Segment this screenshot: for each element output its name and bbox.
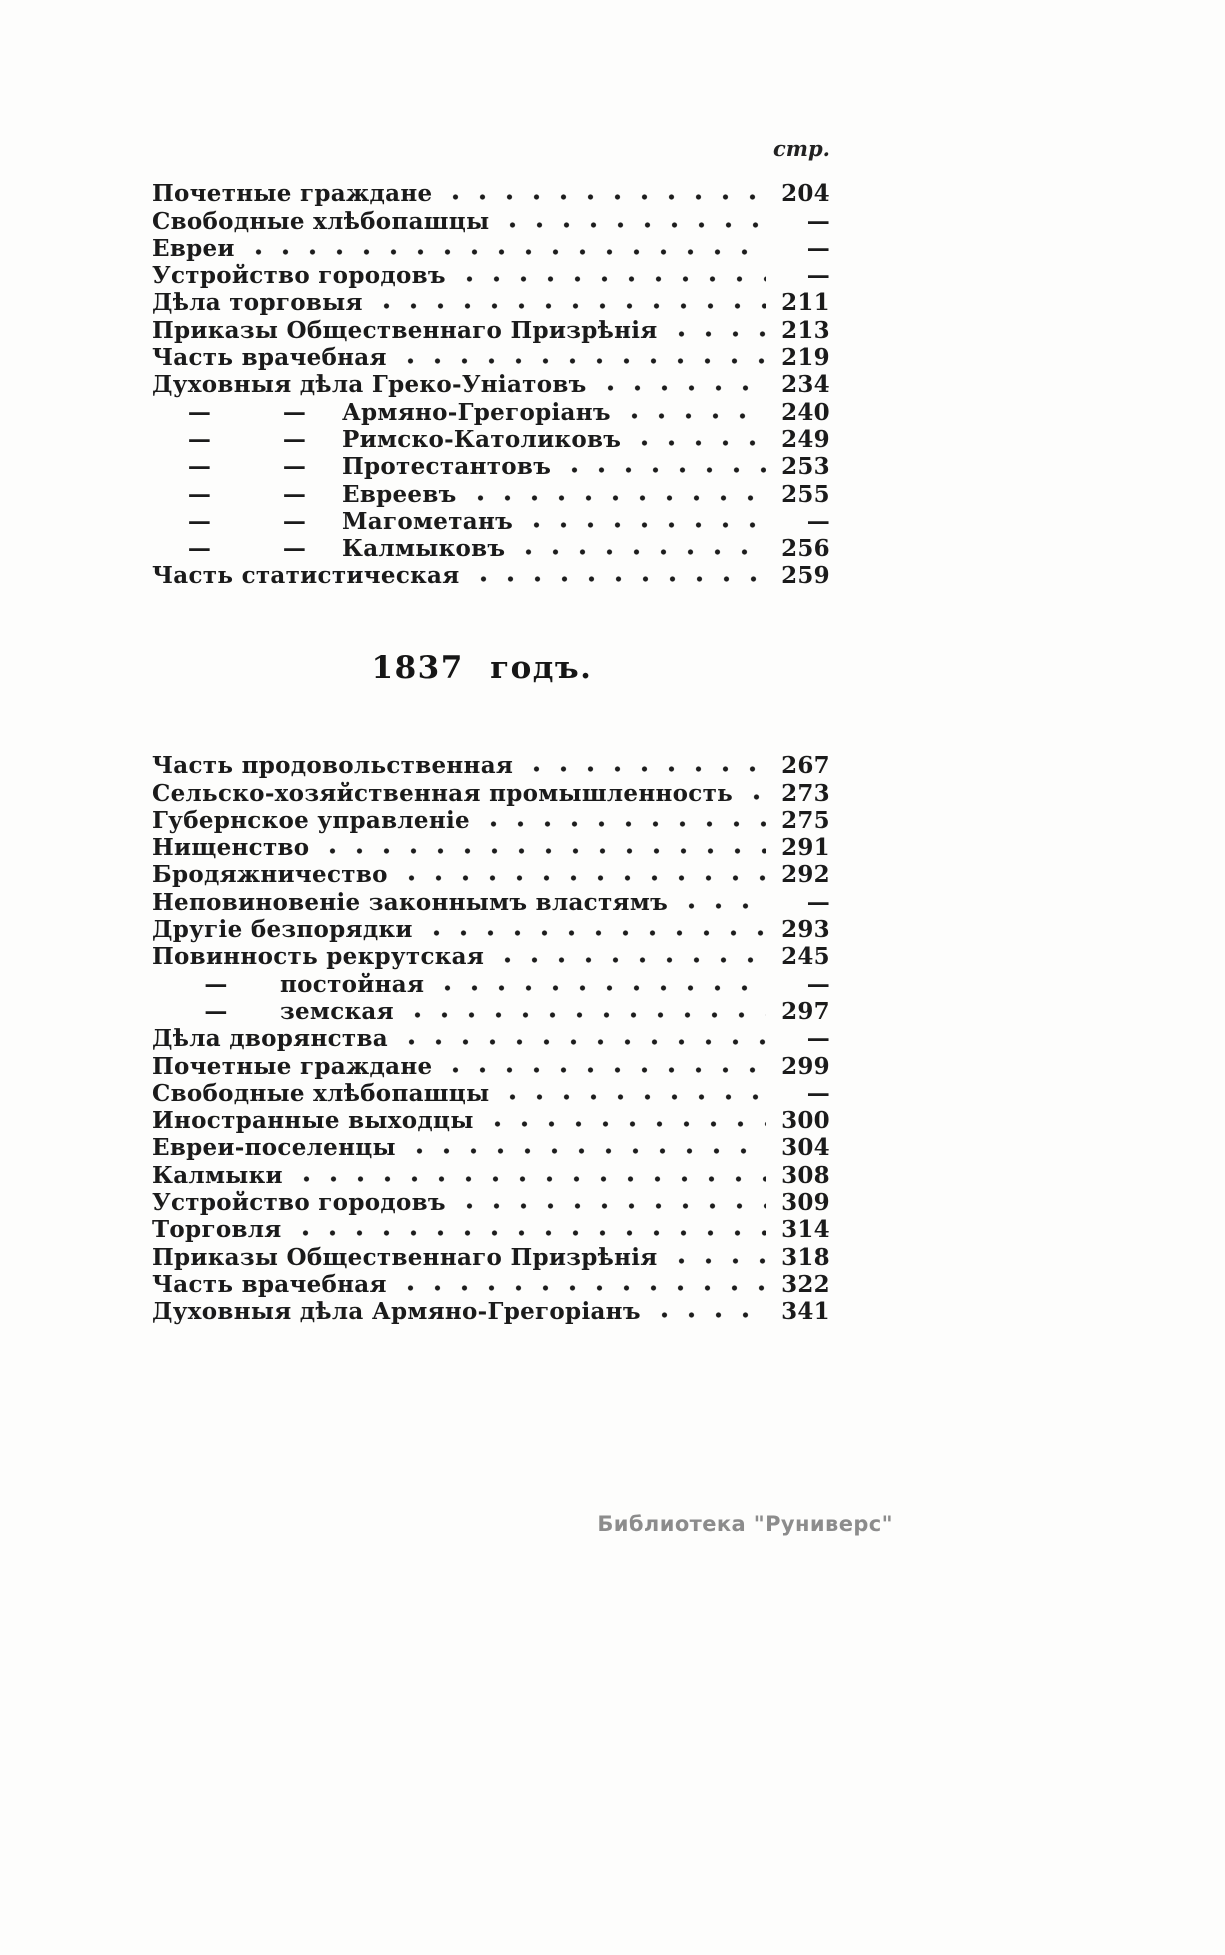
toc-entry [152, 1134, 830, 1161]
toc-entry-label [152, 807, 470, 834]
toc-entry-label [152, 235, 235, 262]
leader-dots [442, 1067, 766, 1073]
leader-dots [467, 495, 766, 501]
toc-entry-text: Почетные граждане [152, 180, 433, 208]
leader-dots [668, 331, 766, 337]
toc-page-number: 256 [781, 535, 830, 563]
toc-entry-text: земская [280, 997, 394, 1025]
toc-entry-text: постойная [280, 970, 425, 998]
toc-page-number: — [806, 234, 830, 262]
toc-page-number: 309 [781, 1189, 830, 1217]
toc-entry-text: Бродяжничество [152, 861, 388, 889]
toc-page-number: 322 [781, 1270, 830, 1298]
toc-entry-label [152, 399, 611, 426]
toc-entry-text: Губернское управленіе [152, 806, 470, 834]
page-column-header: стр. [772, 136, 830, 161]
toc-entry-text: Армяно-Грегоріанъ [342, 398, 611, 426]
toc-entry-text: Протестантовъ [342, 453, 552, 481]
toc-page-number: 253 [781, 453, 830, 481]
toc-entry-text: Дѣла дворянства [152, 1025, 388, 1053]
ditto-dash: — [187, 398, 212, 426]
toc-page-number: 293 [781, 916, 830, 944]
toc-page-number: 219 [781, 344, 830, 372]
toc-page-number: 300 [781, 1107, 830, 1135]
toc-entry [152, 1189, 830, 1216]
toc-section-1 [152, 180, 830, 589]
toc-page-number: — [806, 1025, 830, 1053]
toc-entry-text: Дѣла торговыя [152, 289, 363, 317]
toc-entry [152, 371, 830, 398]
toc-entry [152, 970, 830, 997]
ditto-dash: — [187, 507, 212, 535]
toc-entry-label [152, 1162, 283, 1189]
toc-page-number: 297 [781, 997, 830, 1025]
year-heading: 1837 годъ. [371, 650, 593, 686]
toc-entry-label [152, 180, 432, 207]
leader-dots [456, 1203, 766, 1209]
leader-dots [434, 985, 766, 991]
toc-entry-text: Устройство городовъ [152, 1189, 446, 1217]
toc-entry-label [152, 861, 388, 888]
toc-entry [152, 180, 830, 207]
toc-entry-label [152, 1107, 474, 1134]
leader-dots [631, 440, 766, 446]
toc-page-number: — [806, 970, 830, 998]
toc-entry [152, 207, 830, 234]
toc-entry-label [152, 1080, 489, 1107]
toc-entry-label [152, 943, 484, 970]
toc-entry-label [152, 508, 513, 535]
toc-entry-text: Калмыки [152, 1161, 283, 1189]
leader-dots [373, 303, 766, 309]
leader-dots [245, 249, 766, 255]
toc-entry [152, 235, 830, 262]
ditto-dash: — [204, 997, 228, 1025]
toc-entry-label [152, 1189, 446, 1216]
toc-entry-text: Часть врачебная [152, 1270, 387, 1298]
leader-dots [678, 903, 766, 909]
toc-entry-text: Часть продовольственная [152, 752, 514, 780]
leader-dots [621, 413, 766, 419]
toc-entry-text: Евреи [152, 234, 235, 262]
library-watermark: Библиотека "Руниверс" [597, 1512, 893, 1536]
toc-page-number: 259 [781, 562, 830, 590]
toc-page-number: 291 [781, 834, 830, 862]
leader-dots [523, 766, 766, 772]
leader-dots [499, 1094, 766, 1100]
leader-dots [743, 794, 766, 800]
toc-entry-text: Евреевъ [342, 480, 457, 508]
toc-entry [152, 262, 830, 289]
leader-dots [398, 875, 766, 881]
toc-entry [152, 398, 830, 425]
toc-page-number: — [806, 888, 830, 916]
toc-entry-text: Часть врачебная [152, 344, 387, 372]
leader-dots [293, 1176, 766, 1182]
toc-entry-text: Сельско-хозяйственная промышленность [152, 779, 734, 807]
toc-entry [152, 508, 830, 535]
toc-entry-label [152, 426, 621, 453]
toc-entry [152, 480, 830, 507]
toc-entry-label [152, 535, 505, 562]
toc-page-number: — [806, 262, 830, 290]
leader-dots [484, 1121, 766, 1127]
toc-entry [152, 535, 830, 562]
toc-entry-label [152, 453, 551, 480]
toc-entry [152, 1025, 830, 1052]
toc-entry [152, 752, 830, 779]
toc-entry-label [152, 971, 424, 998]
toc-entry [152, 453, 830, 480]
ditto-dash: — [282, 507, 307, 535]
toc-entry-label [152, 371, 587, 398]
leader-dots [523, 522, 766, 528]
toc-page-number: 304 [781, 1134, 830, 1162]
toc-page-number: 255 [781, 480, 830, 508]
leader-dots [442, 194, 766, 200]
toc-entry-text: Калмыковъ [342, 535, 506, 563]
toc-entry [152, 834, 830, 861]
toc-entry-text: Иностранные выходцы [152, 1107, 474, 1135]
toc-page-number: 211 [781, 289, 830, 317]
toc-entry-label [152, 481, 457, 508]
toc-page-number: 204 [781, 180, 830, 208]
leader-dots [423, 930, 766, 936]
leader-dots [292, 1230, 766, 1236]
toc-entry [152, 998, 830, 1025]
toc-page-number: 299 [781, 1052, 830, 1080]
toc-page-number: 245 [781, 943, 830, 971]
toc-page-number: 240 [781, 398, 830, 426]
toc-page-number: 308 [781, 1161, 830, 1189]
toc-entry-label [152, 1271, 387, 1298]
toc-entry [152, 316, 830, 343]
leader-dots [515, 549, 766, 555]
toc-page-number: 314 [781, 1216, 830, 1244]
toc-entry-text: Духовныя дѣла Греко-Уніатовъ [152, 371, 587, 399]
toc-entry-label [152, 889, 668, 916]
toc-entry-label [152, 344, 387, 371]
toc-page-number: 275 [781, 806, 830, 834]
toc-entry-label [152, 562, 460, 589]
leader-dots [561, 467, 766, 473]
toc-entry [152, 888, 830, 915]
leader-dots [406, 1148, 766, 1154]
toc-entry-text: Приказы Общественнаго Призрѣнія [152, 1243, 658, 1271]
leader-dots [470, 576, 766, 582]
ditto-dash: — [187, 535, 212, 563]
toc-entry [152, 1161, 830, 1188]
toc-entry-text: Приказы Общественнаго Призрѣнія [152, 316, 658, 344]
toc-entry-text: Свободные хлѣбопашцы [152, 1079, 490, 1107]
toc-entry-text: Другіе безпорядки [152, 916, 413, 944]
toc-page-number: 267 [781, 752, 830, 780]
toc-entry [152, 1080, 830, 1107]
leader-dots [456, 276, 766, 282]
toc-entry [152, 562, 830, 589]
leader-dots [397, 358, 766, 364]
toc-entry-text: Нищенство [152, 834, 310, 862]
ditto-dash: — [187, 453, 212, 481]
toc-page-number: 318 [781, 1243, 830, 1271]
ditto-dash: — [204, 970, 228, 998]
toc-page-number: 249 [781, 425, 830, 453]
ditto-dash: — [282, 480, 307, 508]
toc-entry [152, 943, 830, 970]
toc-entry [152, 1107, 830, 1134]
leader-dots [494, 957, 766, 963]
toc-entry-text: Духовныя дѣла Армяно-Грегоріанъ [152, 1298, 641, 1326]
toc-entry-text: Евреи-поселенцы [152, 1134, 396, 1162]
toc-entry-text: Магометанъ [342, 507, 514, 535]
toc-entry-text: Торговля [152, 1216, 282, 1244]
toc-entry [152, 1271, 830, 1298]
toc-entry-text: Неповиновеніе законнымъ властямъ [152, 888, 669, 916]
toc-entry-text: Устройство городовъ [152, 262, 446, 290]
leader-dots [499, 222, 766, 228]
toc-entry-label [152, 1244, 658, 1271]
ditto-dash: — [282, 398, 307, 426]
toc-page-number: 292 [781, 861, 830, 889]
toc-entry-label [152, 1134, 396, 1161]
toc-section-2 [152, 752, 830, 1325]
toc-entry-text: Римско-Католиковъ [342, 425, 622, 453]
toc-entry-label [152, 834, 309, 861]
leader-dots [404, 1012, 766, 1018]
toc-entry-label [152, 752, 513, 779]
leader-dots [397, 1285, 766, 1291]
toc-entry-text: Почетные граждане [152, 1052, 433, 1080]
ditto-dash: — [187, 480, 212, 508]
toc-entry [152, 344, 830, 371]
toc-entry [152, 916, 830, 943]
toc-entry-label [152, 1298, 641, 1325]
toc-entry-text: Часть статистическая [152, 562, 460, 590]
toc-entry [152, 861, 830, 888]
toc-entry [152, 1298, 830, 1325]
ditto-dash: — [282, 425, 307, 453]
toc-entry-label [152, 1025, 388, 1052]
toc-page-number: — [806, 507, 830, 535]
toc-entry-label [152, 289, 363, 316]
toc-entry [152, 1243, 830, 1270]
toc-page-number: 273 [781, 779, 830, 807]
leader-dots [597, 385, 766, 391]
toc-entry [152, 807, 830, 834]
leader-dots [319, 848, 766, 854]
leader-dots [398, 1039, 766, 1045]
toc-entry-label [152, 1216, 282, 1243]
toc-page-number: 213 [781, 316, 830, 344]
toc-entry-label [152, 208, 489, 235]
ditto-dash: — [187, 425, 212, 453]
toc-entry-label [152, 1053, 432, 1080]
leader-dots [480, 821, 766, 827]
toc-entry [152, 1216, 830, 1243]
toc-page-number: — [806, 1079, 830, 1107]
toc-entry [152, 1052, 830, 1079]
toc-entry-label [152, 262, 446, 289]
leader-dots [668, 1258, 766, 1264]
leader-dots [651, 1312, 766, 1318]
toc-entry-text: Свободные хлѣбопашцы [152, 207, 490, 235]
ditto-dash: — [282, 453, 307, 481]
toc-entry-label [152, 317, 658, 344]
toc-entry-label [152, 916, 413, 943]
toc-entry-text: Повинность рекрутская [152, 943, 485, 971]
toc-entry-label [152, 780, 733, 807]
toc-entry-label [152, 998, 394, 1025]
ditto-dash: — [282, 535, 307, 563]
toc-page-number: — [806, 207, 830, 235]
toc-page-number: 234 [781, 371, 830, 399]
toc-entry [152, 426, 830, 453]
toc-page-number: 341 [781, 1298, 830, 1326]
toc-entry [152, 289, 830, 316]
toc-entry [152, 779, 830, 806]
